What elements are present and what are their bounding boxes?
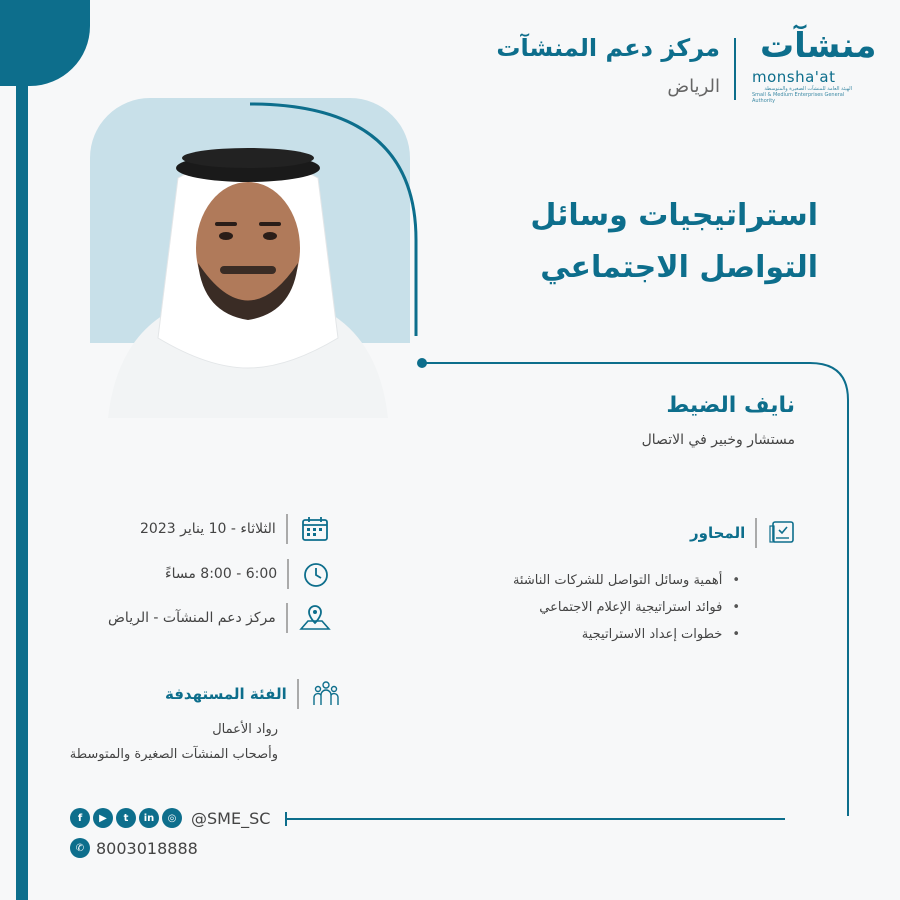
divider xyxy=(287,559,289,589)
footer-line-tick xyxy=(285,812,287,826)
audience-label: الفئة المستهدفة xyxy=(165,685,287,703)
divider xyxy=(297,679,299,709)
map-pin-icon xyxy=(298,601,332,635)
facebook-icon[interactable]: f xyxy=(70,808,90,828)
brand-divider xyxy=(734,38,736,100)
location-row xyxy=(108,601,332,635)
divider xyxy=(286,514,288,544)
phone-number[interactable]: 8003018888 xyxy=(96,838,198,858)
center-city: الرياض xyxy=(667,76,720,97)
checklist-icon xyxy=(767,516,801,550)
group-icon xyxy=(309,677,343,711)
logo-tagline-ar: الهيئة العامة للمنشآت الصغيرة والمتوسطة xyxy=(764,86,852,92)
center-title: مركز دعم المنشآت xyxy=(496,34,720,62)
social-links xyxy=(70,808,270,828)
time-row xyxy=(165,557,333,591)
speaker-name: نايف الضيط xyxy=(666,393,795,418)
topics-list xyxy=(513,567,740,648)
list-item: • أهمية وسائل التواصل للشركات الناشئة xyxy=(513,567,740,594)
divider xyxy=(286,603,288,633)
topics-label: المحاور xyxy=(690,524,746,542)
audience-line-2: وأصحاب المنشآت الصغيرة والمتوسطة xyxy=(69,747,278,762)
left-accent-bar xyxy=(16,0,28,900)
event-location: مركز دعم المنشآت - الرياض xyxy=(108,610,276,626)
logo-tagline xyxy=(752,86,852,104)
calendar-icon xyxy=(298,512,332,546)
corner-accent xyxy=(0,0,90,86)
speaker-role: مستشار وخبير في الاتصال xyxy=(641,432,795,448)
logo-tagline-en: Small & Medium Enterprises General Authority xyxy=(752,92,845,104)
audience-header xyxy=(165,677,343,711)
phone-icon: ✆ xyxy=(70,838,90,858)
social-handle[interactable]: @SME_SC xyxy=(191,808,271,828)
instagram-icon[interactable]: ◎ xyxy=(162,808,182,828)
list-item: • خطوات إعداد الاستراتيجية xyxy=(513,621,740,648)
youtube-icon[interactable]: ▶ xyxy=(93,808,113,828)
phone-row xyxy=(70,838,198,858)
logo-latin: monsha'at xyxy=(752,68,836,86)
event-time: 6:00 - 8:00 مساءً xyxy=(165,566,278,582)
list-item: • فوائد استراتيجية الإعلام الاجتماعي xyxy=(513,594,740,621)
event-date: الثلاثاء - 10 يناير 2023 xyxy=(140,521,276,537)
speaker-photo xyxy=(88,98,408,418)
twitter-icon[interactable]: t xyxy=(116,808,136,828)
event-title: استراتيجيات وسائل التواصل الاجتماعي xyxy=(530,198,818,285)
audience-line-1: رواد الأعمال xyxy=(212,722,278,737)
footer-line xyxy=(285,818,785,820)
date-row xyxy=(140,512,332,546)
topics-header xyxy=(690,516,801,550)
clock-icon xyxy=(299,557,333,591)
divider xyxy=(755,518,757,548)
linkedin-icon[interactable]: in xyxy=(139,808,159,828)
logo-arabic: منشآت xyxy=(760,26,877,66)
